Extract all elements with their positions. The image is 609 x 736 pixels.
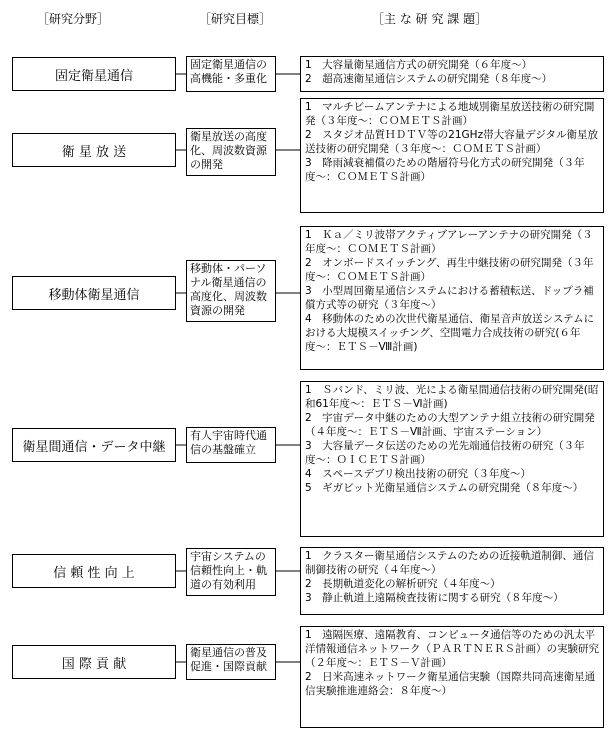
topic-item: 1 大容量衛星通信方式の研究開発（６年度〜）: [305, 59, 533, 71]
goal-international: 衛星通信の普及促進・国際貢献: [186, 644, 276, 680]
topics-international: [300, 626, 604, 728]
topic-item: 1 マルチビームアンテナによる地域別衛星放送技術の研究開発（３年度〜：ＣＯＭＥＴＳ計画）: [305, 101, 595, 127]
goal-fixed-satellite: 固定衛星通信の高機能・多重化: [186, 56, 276, 92]
topics-mobile-satellite: [300, 226, 604, 370]
topic-item: 4 スペースデブリ検出技術の研究（３年度〜）: [305, 468, 532, 480]
topics-reliability: [300, 547, 604, 615]
topic-item: 2 長期軌道変化の解析研究（４年度〜）: [305, 578, 501, 590]
goal-reliability: 宇宙システムの信頼性向上・軌道の有効利用: [186, 548, 276, 596]
topic-item: 5 ギガビット光衛星通信システムの研究開発（８年度〜）: [305, 482, 584, 494]
goal-satellite-broadcasting: 衛星放送の高度化、周波数資源の開発: [186, 128, 276, 176]
field-satellite-broadcasting: [12, 133, 176, 167]
topics-intersatellite: [300, 381, 604, 537]
topic-item: 4 移動体のための次世代衛星通信、衛星音声放送システムにおける大規模スイッチング、空間電力合成技術の研究(６年度〜：ＥＴＳ－Ⅷ計画): [305, 313, 595, 353]
field-international: [12, 645, 176, 679]
field-mobile-satellite: [12, 276, 176, 310]
field-label: 国 際 貢 献: [61, 656, 127, 672]
field-label: 衛星間通信・データ中継: [22, 439, 166, 455]
topic-item: 3 降雨減衰補償のための階層符号化方式の研究開発（３年度〜：ＣＯＭＥＴＳ計画）: [305, 157, 585, 183]
topics-satellite-broadcasting: [300, 98, 604, 213]
topic-item: 3 大容量データ伝送のための光先端通信技術の研究（３年度〜：ＯＩＣＥＴＳ計画）: [305, 440, 585, 466]
field-label: 信 頼 性 向 上: [53, 565, 135, 581]
field-label: 固定衛星通信: [54, 68, 133, 84]
header-field: ［研究分野］: [37, 12, 110, 26]
field-reliability: [12, 554, 176, 588]
header-topics: ［主 な 研 究 課 題］: [372, 12, 488, 26]
topics-fixed-satellite: [300, 56, 604, 92]
topic-item: 2 オンボードスイッチング、再生中継技術の研究開発（３年度〜：ＣＯＭＥＴＳ計画）: [305, 257, 594, 283]
topic-item: 1 クラスター衛星通信システムのための近接軌道制御、通信制御技術の研究（４年度〜）: [305, 550, 594, 576]
topic-item: 1 Ｋａ／ミリ波帯アクティブアレーアンテナの研究開発（３年度〜：ＣＯＭＥＴＳ計画）: [305, 229, 593, 255]
goal-mobile-satellite: 移動体・パーソナル衛星通信の高度化、周波数資源の開発: [186, 260, 276, 322]
topic-item: 1 遠隔医療、遠隔教育、コンピュータ通信等のための汎太平洋情報通信ネットワーク（ＰＡＲＴＮＥＲＳ計画）の実験研究（２年度〜：ＥＴＳ－Ｖ計画）: [305, 629, 599, 669]
field-intersatellite: [12, 428, 176, 462]
topic-item: 3 静止軌道上遠隔検査技術に関する研究（８年度〜）: [305, 592, 564, 604]
topic-item: 2 超高速衛星通信システムの研究開発（８年度〜）: [305, 73, 553, 85]
topic-item: 2 日米高速ネットワーク衛星通信実験（国際共同高速衛星通信実験推進連絡会：８年度〜）: [305, 671, 596, 697]
header-goal: ［研究目標］: [199, 12, 272, 26]
field-label: 衛 星 放 送: [61, 144, 127, 160]
topic-item: 2 宇宙データ中継のための大型アンテナ組立技術の研究開発（４年度〜：ＥＴＳ－Ⅶ計画、宇宙ステーション）: [305, 412, 595, 438]
topic-item: 3 小型周回衛星通信システムにおける蓄積転送、ドップラ補償方式等の研究（３年度〜）: [305, 285, 594, 311]
topic-item: 2 スタジオ品質ＨＤＴＶ等の21GHz帯大容量デジタル衛星放送技術の研究開発（３年度〜：ＣＯＭＥＴＳ計画）: [305, 129, 598, 155]
field-label: 移動体衛星通信: [48, 287, 140, 303]
goal-intersatellite: 有人宇宙時代通信の基盤確立: [186, 427, 276, 463]
topic-item: 1 Ｓバンド、ミリ波、光による衛星間通信技術の研究開発(昭和61年度〜：ＥＴＳ－Ⅵ計画): [305, 384, 599, 410]
field-fixed-satellite: [12, 57, 176, 91]
